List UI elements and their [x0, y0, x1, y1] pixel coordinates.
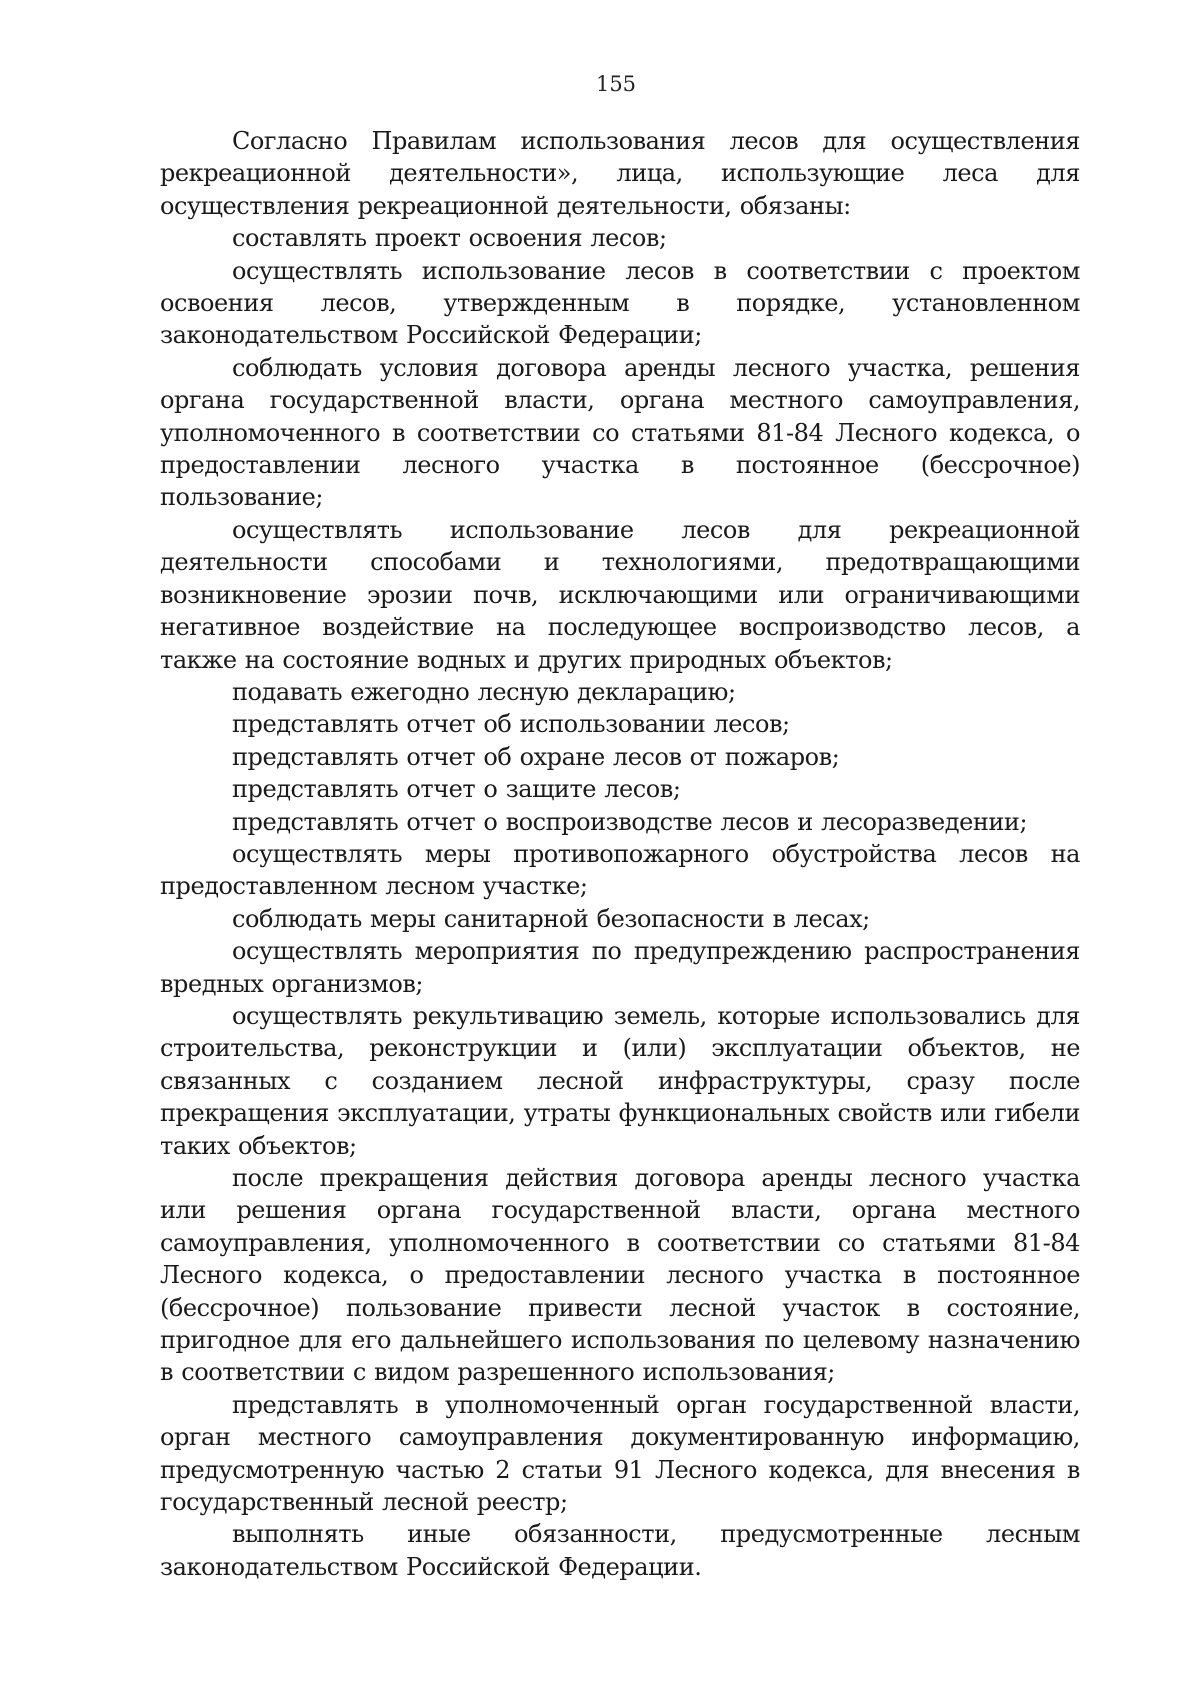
paragraph-item: составлять проект освоения лесов;: [232, 224, 667, 253]
paragraph-item: осуществлять меры противопожарного обустройства лесов на предоставленном лесном участке;: [160, 839, 1080, 901]
paragraph-item: после прекращения действия договора аренды лесного участка или решения органа государственной власти, органа местного самоуправления, уполномоченного в соответствии со статьями 81-84 Лесного кодекса, о предоставлении лесного участка в постоянное (бессрочное) пользование привести лесной участок в состояние, пригодное для его дальнейшего использования по целевому назначению в соответствии с видом разрешенного использования;: [160, 1164, 1080, 1387]
paragraph-item: соблюдать меры санитарной безопасности в лесах;: [232, 904, 870, 933]
paragraph-item: представлять отчет о защите лесов;: [232, 775, 681, 804]
page-number: 155: [595, 72, 637, 96]
paragraph-item: осуществлять использование лесов в соответствии с проектом освоения лесов, утвержденным в порядке, установленном законодательством Российской Федерации;: [160, 256, 1080, 350]
paragraph-item: осуществлять использование лесов для рекреационной деятельности способами и технологиями, предотвращающими возникновение эрозии почв, исключающими или ограничивающими негативное воздействие на последующее воспроизводство лесов, а также на состояние водных и других природных объектов;: [160, 515, 1080, 674]
document-body: [160, 125, 1080, 1583]
paragraph-intro: Согласно Правилам использования лесов для осуществления рекреационной деятельности», лица, использующие леса для осуществления рекреационной деятельности, обязаны:: [160, 127, 1080, 220]
paragraph-final: выполнять иные обязанности, предусмотренные лесным законодательством Российской Федерации.: [160, 1520, 1080, 1581]
paragraph-item: подавать ежегодно лесную декларацию;: [232, 677, 736, 706]
paragraph-item: представлять отчет об использовании лесов;: [232, 710, 790, 739]
paragraph-item: представлять в уполномоченный орган государственной власти, орган местного самоуправления документированную информацию, предусмотренную частью 2 статьи 91 Лесного кодекса, для внесения в государственный лесной реестр;: [160, 1390, 1080, 1517]
paragraph-item: осуществлять рекультивацию земель, которые использовались для строительства, реконструкции и (или) эксплуатации объектов, не связанных с созданием лесной инфраструктуры, сразу после прекращения эксплуатации, утраты функциональных свойств или гибели таких объектов;: [160, 1001, 1080, 1160]
paragraph-item: представлять отчет о воспроизводстве лесов и лесоразведении;: [232, 807, 1028, 836]
paragraph-item: соблюдать условия договора аренды лесного участка, решения органа государственной власти, органа местного самоуправления, уполномоченного в соответствии со статьями 81-84 Лесного кодекса, о предоставлении лесного участка в постоянное (бессрочное) пользование;: [160, 353, 1080, 512]
paragraph-item: осуществлять мероприятия по предупреждению распространения вредных организмов;: [160, 937, 1080, 998]
paragraph-item: представлять отчет об охране лесов от пожаров;: [232, 742, 840, 771]
